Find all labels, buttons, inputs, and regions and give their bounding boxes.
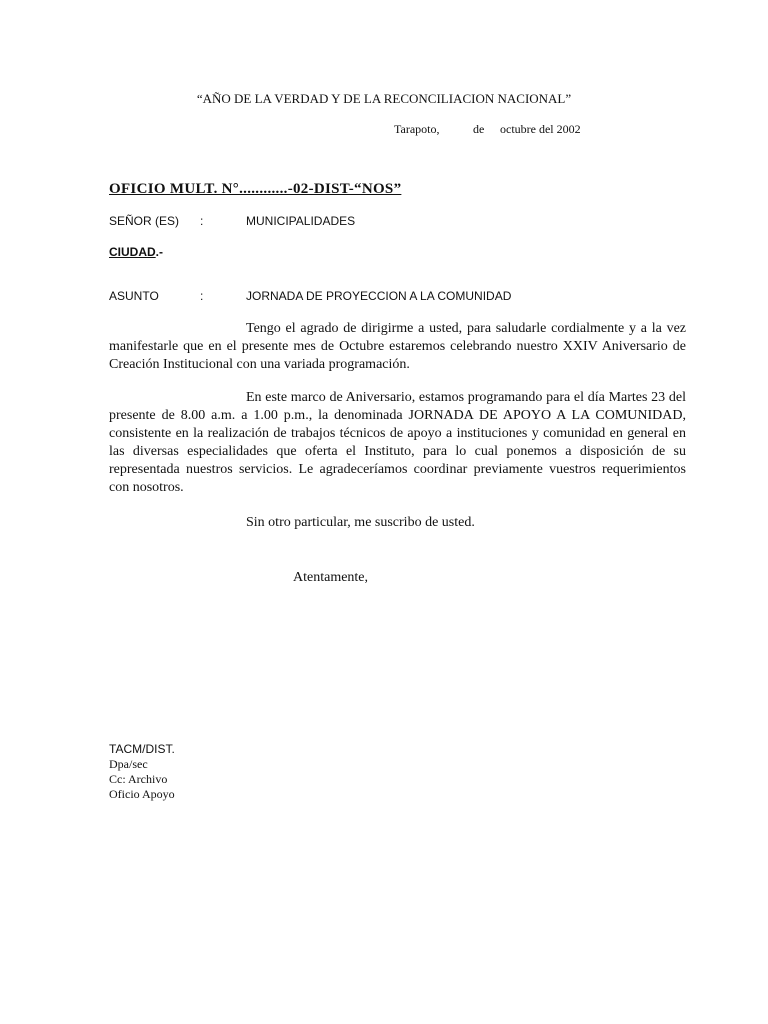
subject-label: ASUNTO — [109, 289, 159, 303]
footer-reference-2: Dpa/sec — [109, 757, 148, 771]
body-paragraph-2 — [109, 389, 686, 497]
letter-motto: “AÑO DE LA VERDAD Y DE LA RECONCILIACION NACIONAL” — [196, 91, 572, 106]
body-paragraph-1 — [109, 320, 686, 374]
recipient-value: MUNICIPALIDADES — [246, 214, 356, 228]
city-label: CIUDAD — [109, 245, 156, 259]
recipient-colon: : — [200, 214, 204, 228]
signoff: Atentamente, — [293, 570, 369, 585]
recipient-label: SEÑOR (ES) — [109, 214, 180, 228]
footer-reference-1: TACM/DIST. — [109, 742, 175, 756]
paragraph-1-text: Tengo el agrado de dirigirme a usted, para saludarle cordialmente y a la vez manifestarle que en el presente mes de Octubre estaremos celebrando nuestro XXIV Aniversario de Creación Institucional con una variada programación. — [109, 321, 686, 372]
date-month-year: octubre del 2002 — [500, 122, 581, 136]
date-connector: de — [473, 122, 485, 136]
city-line — [109, 245, 163, 259]
oficio-title: OFICIO MULT. N°............-02-DIST-“NOS” — [109, 181, 402, 197]
date-place: Tarapoto, — [394, 122, 440, 136]
closing-line: Sin otro particular, me suscribo de usted. — [246, 515, 475, 530]
subject-value: JORNADA DE PROYECCION A LA COMUNIDAD — [246, 289, 512, 303]
subject-colon: : — [200, 289, 204, 303]
footer-file-line: Oficio Apoyo — [109, 787, 175, 801]
footer-copy-line: Cc: Archivo — [109, 772, 168, 786]
city-suffix: .- — [155, 245, 164, 259]
paragraph-2-text: En este marco de Aniversario, estamos programando para el día Martes 23 del presente de 8.00 a.m. a 1.00 p.m., la denominada JORNADA DE APOYO A LA COMUNIDAD, consistente en la realización de trabajos técnicos de apoyo a instituciones y comunidad en general en las diversas especialidades que oferta el Instituto, para lo cual ponemos a disposición de su representada nuestros servicios. Le agradeceríamos coordinar previamente vuestros requerimientos con nosotros. — [109, 390, 686, 495]
